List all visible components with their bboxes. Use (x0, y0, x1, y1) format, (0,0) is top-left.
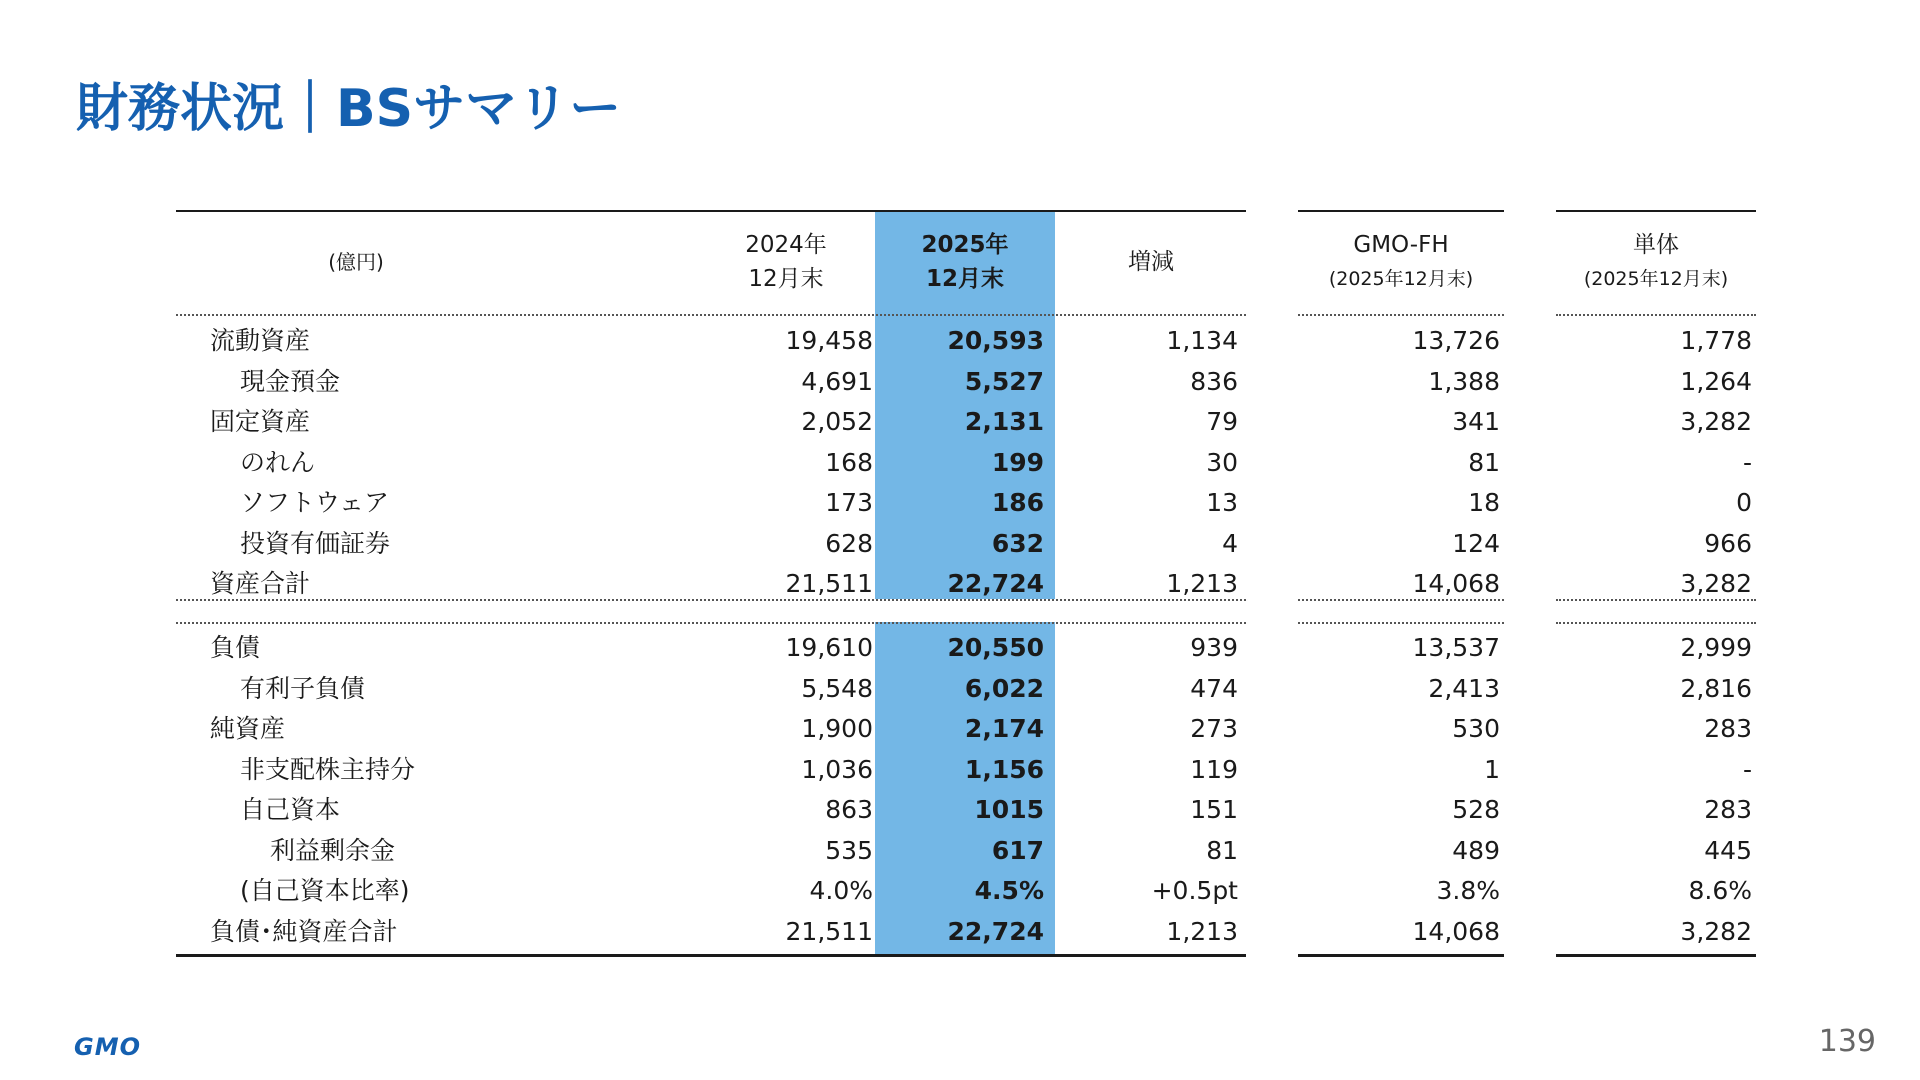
table-row (1556, 564, 1756, 604)
table-row (1298, 402, 1504, 442)
value-2024: 19,458 (785, 326, 873, 355)
value-diff: 81 (1206, 835, 1238, 865)
liab-top-divider (176, 622, 1246, 624)
col-header-2024 (696, 210, 876, 314)
value-2024: 5,548 (801, 673, 873, 703)
value-standalone: 8.6% (1688, 876, 1752, 905)
value-gmo-fh: 2,413 (1428, 673, 1500, 703)
fh-header-divider (1298, 314, 1504, 316)
value-2025: 2,174 (964, 714, 1044, 743)
value-gmo-fh: 3.8% (1436, 876, 1500, 905)
row-label: 非支配株主持分 (240, 754, 416, 784)
table-row (1298, 362, 1504, 402)
value-2025: 22,724 (947, 916, 1044, 946)
value-2024: 19,610 (785, 633, 873, 662)
value-gmo-fh: 13,537 (1412, 633, 1500, 662)
value-diff: 1,134 (1166, 326, 1238, 355)
table-row (1298, 831, 1504, 871)
value-standalone: 0 (1736, 488, 1752, 517)
table-row (1556, 871, 1756, 911)
table-row (176, 321, 1246, 361)
table-row (1298, 790, 1504, 830)
standalone-title: 単体 (1633, 232, 1679, 258)
value-gmo-fh: 528 (1452, 795, 1500, 824)
table-row (176, 912, 1246, 952)
table-row (176, 402, 1246, 442)
value-standalone: 3,282 (1680, 569, 1752, 598)
value-diff: 1,213 (1166, 569, 1238, 598)
value-2025: 20,593 (947, 326, 1044, 355)
value-gmo-fh: 1 (1484, 754, 1500, 784)
value-gmo-fh: 124 (1452, 528, 1500, 558)
table-row (176, 831, 1246, 871)
value-standalone: 2,816 (1680, 673, 1752, 703)
value-diff: 119 (1190, 754, 1238, 784)
row-label: 固定資産 (210, 407, 311, 436)
table-row (176, 483, 1246, 523)
gmo-fh-date: (2025年12月末) (1328, 268, 1474, 290)
value-standalone: - (1742, 447, 1752, 477)
value-diff: 79 (1206, 407, 1238, 436)
table-row (176, 871, 1246, 911)
value-standalone: 445 (1704, 835, 1752, 865)
tan-liab-divider (1556, 622, 1756, 624)
value-2024: 1,900 (801, 714, 873, 743)
value-diff: 30 (1206, 447, 1238, 477)
row-label: 投資有価証券 (240, 528, 391, 558)
row-label: 負債 (210, 633, 261, 662)
value-standalone: 3,282 (1680, 407, 1752, 436)
value-2025: 186 (991, 488, 1044, 517)
col-header-standalone (1556, 210, 1756, 314)
value-2024: 4,691 (801, 366, 873, 396)
value-2024: 1,036 (801, 754, 873, 784)
value-2025: 1,156 (964, 754, 1044, 784)
value-2025: 5,527 (964, 366, 1044, 396)
value-diff: 474 (1190, 673, 1238, 703)
value-diff: 151 (1190, 795, 1238, 824)
table-row (1298, 912, 1504, 952)
table-row (1556, 524, 1756, 564)
value-2024: 173 (825, 488, 873, 517)
value-2025: 6,022 (964, 673, 1044, 703)
value-diff: 939 (1190, 633, 1238, 662)
table-row (1556, 831, 1756, 871)
col-header-2025 (875, 210, 1055, 314)
row-label: ソフトウェア (240, 488, 390, 517)
value-diff: 4 (1222, 528, 1238, 558)
table-row (1298, 524, 1504, 564)
value-gmo-fh: 13,726 (1412, 326, 1500, 355)
table-row (1556, 628, 1756, 668)
table-row (1556, 790, 1756, 830)
table-row (176, 790, 1246, 830)
table-row (176, 750, 1246, 790)
table-row (176, 628, 1246, 668)
value-standalone: 1,778 (1680, 326, 1752, 355)
value-gmo-fh: 81 (1468, 447, 1500, 477)
table-row (176, 709, 1246, 749)
header-divider (176, 314, 1246, 316)
value-diff: +0.5pt (1151, 876, 1238, 905)
row-label: 自己資本 (240, 795, 341, 824)
value-standalone: 2,999 (1680, 633, 1752, 662)
table-row (1556, 750, 1756, 790)
table-row (1298, 564, 1504, 604)
table-row (176, 524, 1246, 564)
value-2024: 628 (825, 528, 873, 558)
table-row (1298, 709, 1504, 749)
value-2025: 617 (991, 835, 1044, 865)
value-diff: 273 (1190, 714, 1238, 743)
table-row (1298, 628, 1504, 668)
value-diff: 836 (1190, 366, 1238, 396)
value-2025: 20,550 (947, 633, 1044, 662)
col-header-2024-month: 12月末 (748, 266, 824, 292)
table-row (1556, 669, 1756, 709)
col-header-2025-year: 2025年 (921, 232, 1009, 258)
col-header-diff-text: 増減 (1128, 249, 1174, 275)
value-2024: 21,511 (785, 916, 873, 946)
value-2025: 199 (991, 447, 1044, 477)
table-row (1556, 321, 1756, 361)
value-standalone: 3,282 (1680, 916, 1752, 946)
row-label: 純資産 (210, 714, 286, 743)
table-row (1556, 709, 1756, 749)
table-row (1556, 483, 1756, 523)
value-gmo-fh: 1,388 (1428, 366, 1500, 396)
value-2025: 1015 (974, 795, 1044, 824)
value-2025: 632 (991, 528, 1044, 558)
tan-header-divider (1556, 314, 1756, 316)
value-gmo-fh: 18 (1468, 488, 1500, 517)
value-gmo-fh: 14,068 (1412, 916, 1500, 946)
value-gmo-fh: 489 (1452, 835, 1500, 865)
bs-summary-table (176, 210, 1246, 970)
table-row (1556, 912, 1756, 952)
table-row (176, 564, 1246, 604)
gmo-logo: GMO (74, 1033, 141, 1061)
col-header-gmo-fh (1298, 210, 1504, 314)
col-header-diff (1096, 210, 1206, 314)
table-bottom-rule (176, 954, 1246, 957)
value-2025: 4.5% (974, 876, 1044, 905)
row-label: 現金預金 (240, 366, 341, 396)
value-2024: 168 (825, 447, 873, 477)
value-standalone: 1,264 (1680, 366, 1752, 396)
table-row (1556, 443, 1756, 483)
row-label: 有利子負債 (240, 673, 366, 703)
table-row (1298, 483, 1504, 523)
value-gmo-fh: 14,068 (1412, 569, 1500, 598)
unit-text: (億円) (328, 250, 384, 274)
table-row (1298, 321, 1504, 361)
fh-liab-divider (1298, 622, 1504, 624)
value-standalone: 283 (1704, 714, 1752, 743)
gmo-fh-title: GMO-FH (1353, 232, 1449, 258)
table-row (1298, 750, 1504, 790)
value-2025: 2,131 (964, 407, 1044, 436)
table-row (176, 443, 1246, 483)
tan-bottom-rule (1556, 954, 1756, 957)
value-standalone: 966 (1704, 528, 1752, 558)
standalone-date: (2025年12月末) (1583, 268, 1729, 290)
value-diff: 13 (1206, 488, 1238, 517)
standalone-table (1556, 210, 1756, 970)
table-row (176, 669, 1246, 709)
row-label: 負債･純資産合計 (210, 916, 398, 946)
value-diff: 1,213 (1166, 916, 1238, 946)
row-label: 資産合計 (210, 569, 311, 598)
value-2024: 863 (825, 795, 873, 824)
table-row (1298, 871, 1504, 911)
page-number: 139 (1818, 1024, 1876, 1059)
table-row (1298, 669, 1504, 709)
col-header-2025-month: 12月末 (925, 266, 1004, 292)
gmo-fh-table (1298, 210, 1504, 970)
unit-label (176, 210, 536, 314)
value-standalone: - (1742, 754, 1752, 784)
row-label: のれん (240, 447, 316, 477)
table-row (1556, 362, 1756, 402)
value-gmo-fh: 530 (1452, 714, 1500, 743)
row-label: 利益剰余金 (270, 835, 396, 865)
value-2024: 2,052 (801, 407, 873, 436)
table-row (176, 362, 1246, 402)
row-label: 流動資産 (210, 326, 311, 355)
col-header-2024-year: 2024年 (745, 232, 827, 258)
table-row (1556, 402, 1756, 442)
page-title: 財務状況｜BSサマリー (76, 79, 622, 139)
value-2024: 535 (825, 835, 873, 865)
row-label: (自己資本比率) (240, 876, 410, 905)
fh-bottom-rule (1298, 954, 1504, 957)
table-row (1298, 443, 1504, 483)
value-2025: 22,724 (947, 569, 1044, 598)
value-gmo-fh: 341 (1452, 407, 1500, 436)
value-standalone: 283 (1704, 795, 1752, 824)
value-2024: 21,511 (785, 569, 873, 598)
value-2024: 4.0% (809, 876, 873, 905)
